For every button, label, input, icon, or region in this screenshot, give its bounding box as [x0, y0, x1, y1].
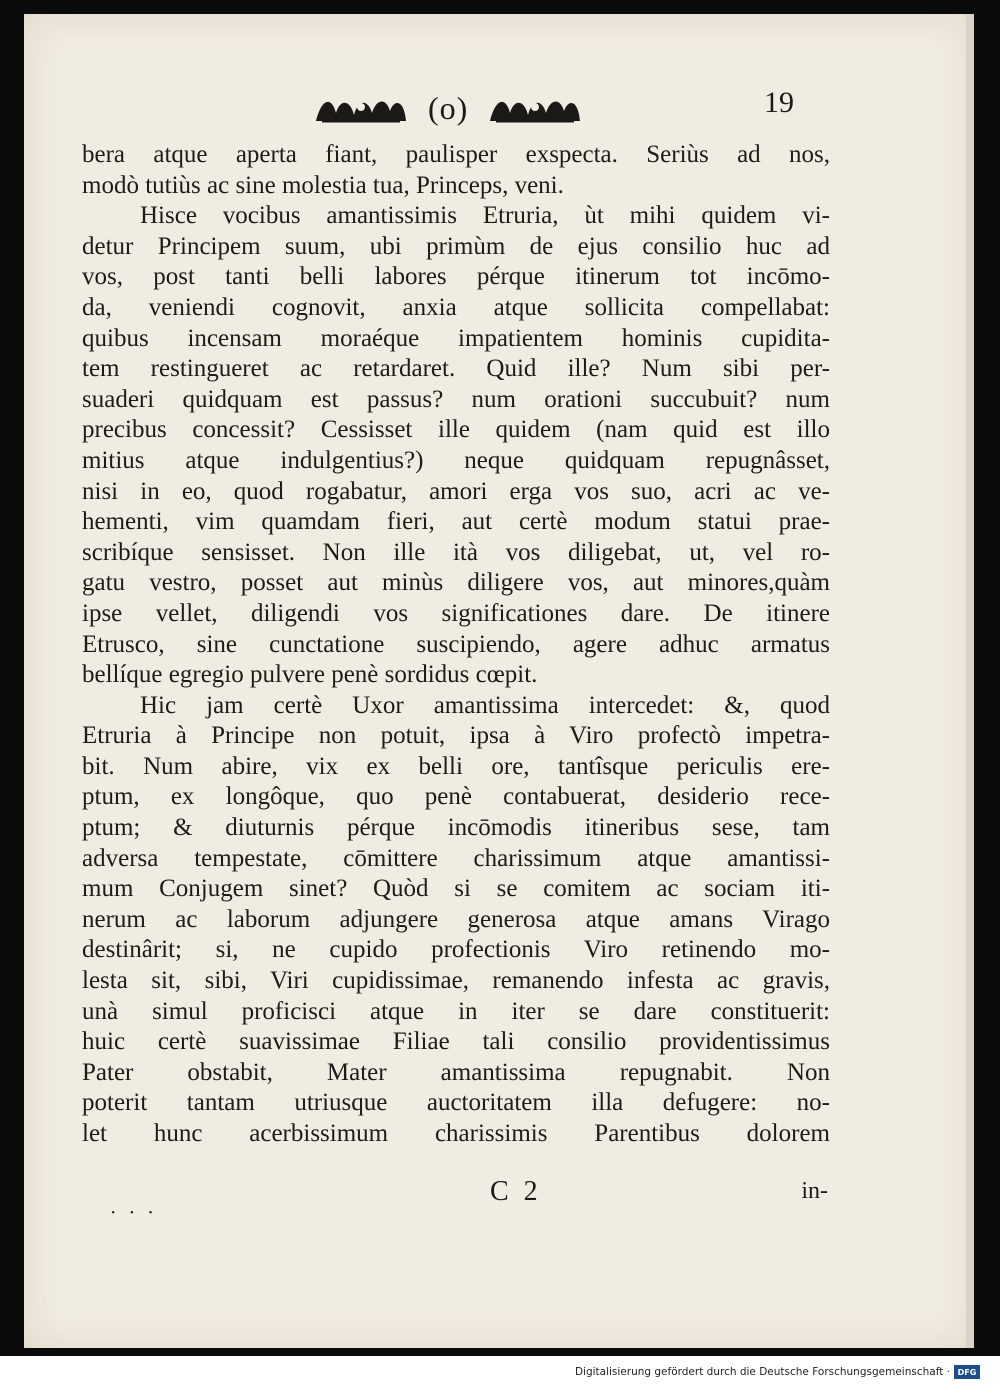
text-line: Etruria à Principe non potuit, ipsa à Viro profectò impetra- [82, 722, 830, 750]
text-line: Hisce vocibus amantissimis Etruria, ùt mihi quidem vi- [140, 202, 830, 230]
text-line: bera atque aperta fiant, paulisper exspecta. Seriùs ad nos, [82, 141, 830, 168]
text-line: modò tutiùs ac sine molestia tua, Princeps, veni. [82, 171, 564, 199]
text-line: detur Principem suum, ubi primùm de ejus consilio huc ad [82, 232, 830, 260]
text-line: suaderi quidquam est passus? num orationi succubuit? num [82, 385, 830, 413]
book-page [24, 14, 974, 1348]
text-line: Hic jam certè Uxor amantissima intercedet: &, quod [140, 691, 830, 719]
page-edge [966, 14, 974, 1348]
signature-mark: C 2 [490, 1176, 542, 1207]
text-line: bit. Num abire, vix ex belli ore, tantîsque periculis ere- [82, 752, 830, 780]
text-line: nisi in eo, quod rogabatur, amori erga vos suo, acri ac ve- [82, 477, 830, 505]
text-line: quibus incensam moraéque impatientem hominis cupidita- [82, 324, 830, 352]
text-line: poterit tantam utriusque auctoritatem illa defugere: no- [82, 1089, 830, 1117]
page-footer [24, 1176, 974, 1210]
text-line: nerum ac laborum adjungere generosa atque amans Virago [82, 905, 830, 933]
running-head [24, 86, 974, 130]
text-line: mum Conjugem sinet? Quòd si se comitem ac sociam iti- [82, 875, 830, 903]
text-line: unà simul proficisci atque in iter se dare constituerit: [82, 997, 830, 1025]
right-ornament-icon [486, 91, 584, 125]
header-marker: (o) [428, 89, 469, 126]
text-line: adversa tempestate, cōmittere charissimum atque amantissi- [82, 844, 830, 872]
text-line: tem restingueret ac retardaret. Quid ille? Num sibi per- [82, 355, 830, 383]
text-line: precibus concessit? Cessisset ille quidem (nam quid est illo [82, 416, 830, 444]
catchword: in- [801, 1178, 828, 1204]
ink-specks: · · · [110, 1200, 157, 1224]
text-line: huic certè suavissimae Filiae tali consilio providentissimus [82, 1028, 830, 1056]
text-line: Pater obstabit, Mater amantissima repugnabit. Non [82, 1058, 830, 1086]
text-line: Etrusco, sine cunctatione suscipiendo, agere adhuc armatus [82, 630, 830, 658]
text-line: vos, post tanti belli labores pérque itinerum tot incōmo- [82, 263, 830, 291]
text-line: let hunc acerbissimum charissimis Parentibus dolorem [82, 1120, 830, 1147]
text-line: gatu vestro, posset aut minùs diligere vos, aut minores,quàm [82, 569, 830, 597]
text-line: bellíque egregio pulvere penè sordidus cœpit. [82, 661, 538, 689]
left-ornament-icon [312, 91, 410, 125]
header-ornament-row [312, 86, 584, 130]
text-line: destinârit; si, ne cupido profectionis Viro retinendo mo- [82, 936, 830, 964]
text-line: hementi, vim quamdam fieri, aut certè modum statui prae- [82, 508, 830, 536]
text-line: ptum; & diuturnis pérque incōmodis itineribus sese, tam [82, 814, 830, 842]
body-text [82, 140, 830, 1150]
text-line: da, veniendi cognovit, anxia atque sollicita compellabat: [82, 293, 830, 321]
text-line: lesta sit, sibi, Viri cupidissimae, remanendo infesta ac gravis, [82, 967, 830, 995]
text-line: ptum, ex longôque, quo penè contabuerat, desiderio rece- [82, 783, 830, 811]
dfg-logo-icon: DFG [954, 1365, 980, 1379]
text-line: mitius atque indulgentius?) neque quidquam repugnâsset, [82, 446, 830, 474]
text-line: ipse vellet, diligendi vos significationes dare. De itinere [82, 599, 830, 627]
text-line: scribíque sensisset. Non ille ità vos diligebat, ut, vel ro- [82, 538, 830, 566]
page-number: 19 [764, 86, 794, 119]
digitization-credit [575, 1363, 980, 1381]
credit-text: Digitalisierung gefördert durch die Deutsche Forschungsgemeinschaft · [574, 1366, 950, 1378]
